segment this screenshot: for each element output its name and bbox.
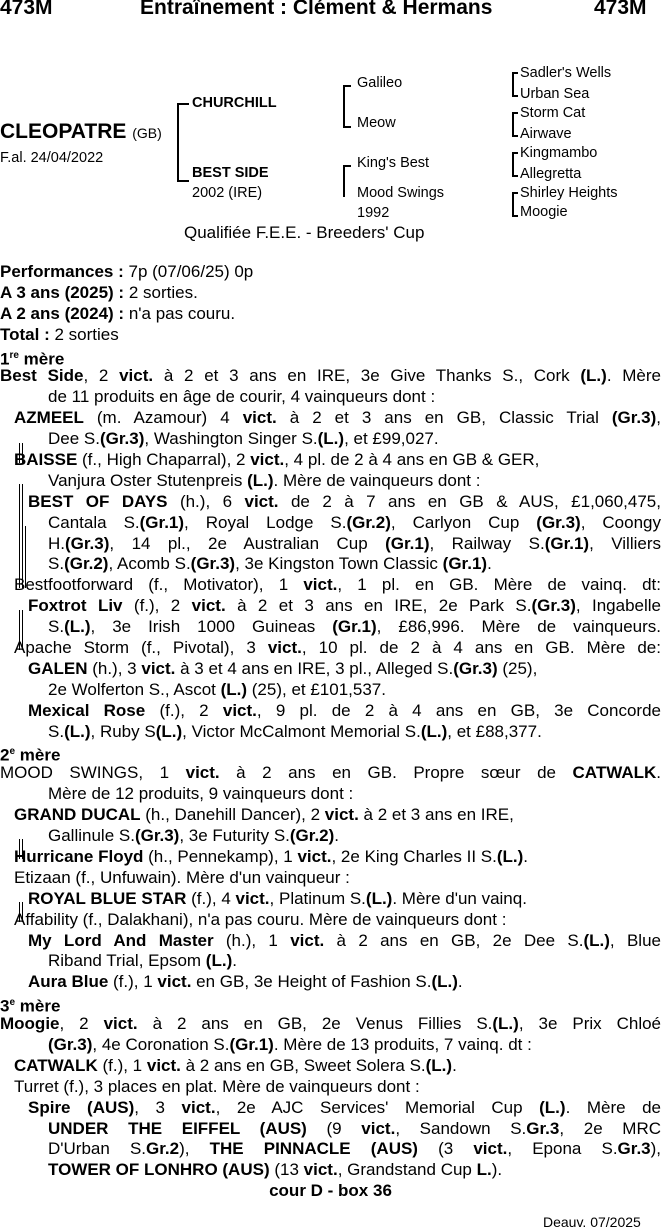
age2-record: A 2 ans (2024) : n'a pas couru.	[0, 303, 236, 323]
dam-dam: Mood Swings	[357, 185, 445, 201]
gen4-ancestor: Allegretta	[520, 166, 582, 182]
family-paragraph: Apache Storm (f., Pivotal), 3 vict., 10 pl. de 2 à 4 ans en GB. Mère de:	[14, 638, 661, 658]
family-paragraph: BAISSE (f., High Chaparral), 2 vict., 4 pl. de 2 à 4 ans en GB & GER,	[14, 450, 540, 470]
family-paragraph: Mexical Rose (f.), 2 vict., 9 pl. de 2 à 4 ans en GB, 3e Concorde	[28, 700, 661, 720]
family-paragraph: GRAND DUCAL (h., Danehill Dancer), 2 vict. à 2 et 3 ans en IRE,	[14, 805, 514, 825]
family-paragraph: Cantala S.(Gr.1), Royal Lodge S.(Gr.2), Carlyon Cup (Gr.3), Coongy	[48, 512, 661, 532]
family-paragraph: Gallinule S.(Gr.3), 3e Futurity S.(Gr.2).	[48, 826, 340, 846]
horse-name: CLEOPATRE	[0, 120, 127, 143]
family-paragraph: Spire (AUS), 3 vict., 2e AJC Services' Memorial Cup (L.). Mère de	[28, 1097, 661, 1117]
family-paragraph: ROYAL BLUE STAR (f.), 4 vict., Platinum S.(L.). Mère d'un vainq.	[28, 888, 527, 908]
gen4-ancestor: Airwave	[520, 126, 572, 142]
performances-line: Performances : 7p (07/06/25) 0p	[0, 262, 254, 281]
family-paragraph: Vanjura Oster Stutenpreis (L.). Mère de vainqueurs dont :	[48, 470, 481, 490]
bracket-line	[512, 152, 518, 154]
family-paragraph: Bestfootforward (f., Motivator), 1 vict., 1 pl. en GB. Mère de vainq. dt:	[14, 575, 661, 595]
bracket-line	[512, 95, 518, 97]
family-paragraph: S.(Gr.2), Acomb S.(Gr.3), 3e Kingston Town Classic (Gr.1).	[48, 554, 492, 574]
family-paragraph: AZMEEL (m. Azamour) 4 vict. à 2 et 3 ans en GB, Classic Trial (Gr.3),	[14, 408, 661, 428]
family-paragraph: Mère de 12 produits, 9 vainqueurs dont :	[48, 784, 354, 804]
family-paragraph: MOOD SWINGS, 1 vict. à 2 ans en GB. Propre sœur de CATWALK.	[0, 763, 661, 783]
bracket-line	[512, 112, 514, 136]
total-record: Total : 2 sorties	[0, 324, 119, 344]
bracket-line	[512, 72, 518, 74]
bracket-line	[343, 165, 351, 167]
family-paragraph: Aura Blue (f.), 1 vict. en GB, 3e Height of Fashion S.(L.).	[28, 972, 463, 992]
family-paragraph: Hurricane Floyd (h., Pennekamp), 1 vict., 2e King Charles II S.(L.).	[14, 846, 529, 866]
age3-record: A 3 ans (2025) : 2 sorties.	[0, 282, 198, 302]
box-location: cour D - box 36	[269, 1181, 392, 1201]
first-dam-heading: 1re mère	[0, 349, 65, 367]
bracket-line	[177, 180, 189, 182]
family-paragraph: Dee S.(Gr.3), Washington Singer S.(L.), et £99,027.	[48, 429, 439, 449]
bracket-line	[512, 175, 518, 177]
page-title: Entraînement : Clément & Hermans	[140, 0, 493, 19]
bracket-line	[343, 85, 345, 127]
sire-name: CHURCHILL	[192, 95, 277, 111]
horse-origin: (GB)	[132, 125, 162, 141]
qualification-note: Qualifiée F.E.E. - Breeders' Cup	[184, 223, 425, 242]
bracket-line	[343, 85, 351, 87]
third-dam-heading: 3e mère	[0, 996, 61, 1015]
dam-dam-year: 1992	[357, 205, 390, 221]
family-paragraph: H.(Gr.3), 14 pl., 2e Australian Cup (Gr.1), Railway S.(Gr.1), Villiers	[48, 533, 661, 553]
family-paragraph: (Gr.3), 4e Coronation S.(Gr.1). Mère de 13 produits, 7 vainq. dt :	[48, 1034, 532, 1054]
family-paragraph: Moogie, 2 vict. à 2 ans en GB, 2e Venus Fillies S.(L.), 3e Prix Chloé	[0, 1014, 661, 1034]
bracket-line	[512, 135, 518, 137]
family-paragraph: Etizaan (f., Unfuwain). Mère d'un vainqueur :	[14, 867, 350, 887]
family-paragraph: UNDER THE EIFFEL (AUS) (9 vict., Sandown S.Gr.3, 2e MRC	[48, 1118, 661, 1138]
family-paragraph: My Lord And Master (h.), 1 vict. à 2 ans en GB, 2e Dee S.(L.), Blue	[28, 930, 661, 950]
family-paragraph: de 11 produits en âge de courir, 4 vainqueurs dont :	[48, 387, 436, 407]
dam-line-text	[0, 262, 661, 1202]
dam-detail: 2002 (IRE)	[192, 185, 263, 201]
gen4-ancestor: Moogie	[520, 204, 568, 220]
family-paragraph: CATWALK (f.), 1 vict. à 2 ans en GB, Sweet Solera S.(L.).	[14, 1055, 457, 1075]
family-paragraph: Turret (f.), 3 places en plat. Mère de vainqueurs dont :	[14, 1076, 420, 1096]
second-dam-heading: 2e mère	[0, 746, 61, 764]
bracket-line	[343, 165, 345, 197]
bracket-line	[512, 72, 514, 96]
lot-number-left: 473M	[0, 0, 53, 19]
family-paragraph: Riband Trial, Epsom (L.).	[48, 951, 237, 971]
bracket-line	[512, 215, 518, 217]
gen4-ancestor: Urban Sea	[520, 86, 590, 102]
family-paragraph: BEST OF DAYS (h.), 6 vict. de 2 à 7 ans en GB & AUS, £1,060,475,	[28, 491, 661, 511]
family-paragraph: Best Side, 2 vict. à 2 et 3 ans en IRE, 3e Give Thanks S., Cork (L.). Mère	[0, 366, 661, 386]
family-paragraph: Affability (f., Dalakhani), n'a pas couru. Mère de vainqueurs dont :	[14, 909, 507, 929]
family-paragraph: Foxtrot Liv (f.), 2 vict. à 2 et 3 ans en IRE, 2e Park S.(Gr.3), Ingabelle	[28, 596, 661, 616]
family-paragraph: S.(L.), Ruby S(L.), Victor McCalmont Memorial S.(L.), et £88,377.	[48, 721, 542, 741]
horse-details: F.al. 24/04/2022	[0, 150, 104, 166]
sire-sire: Galileo	[357, 75, 403, 91]
bracket-line	[512, 192, 518, 194]
bracket-line	[177, 103, 189, 105]
family-paragraph: 2e Wolferton S., Ascot (L.) (25), et £101,537.	[48, 679, 386, 699]
family-paragraph: D'Urban S.Gr.2), THE PINNACLE (AUS) (3 vict., Epona S.Gr.3),	[48, 1139, 661, 1159]
gen4-ancestor: Storm Cat	[520, 105, 586, 121]
bracket-line	[177, 103, 179, 181]
lot-number-right: 473M	[594, 0, 647, 19]
dam-sire: King's Best	[357, 155, 430, 171]
dam-name: BEST SIDE	[192, 165, 269, 181]
family-paragraph: TOWER OF LONHRO (AUS) (13 vict., Grandstand Cup L.).	[48, 1160, 503, 1180]
bracket-line	[512, 112, 518, 114]
gen4-ancestor: Shirley Heights	[520, 185, 618, 201]
bracket-line	[512, 192, 514, 216]
sire-dam: Meow	[357, 115, 396, 131]
family-paragraph: S.(L.), 3e Irish 1000 Guineas (Gr.1), £86,996. Mère de vainqueurs.	[48, 617, 661, 637]
bracket-line	[343, 126, 351, 128]
catalogue-reference: Deauv. 07/2025	[543, 1214, 641, 1230]
gen4-ancestor: Kingmambo	[520, 145, 598, 161]
bracket-line	[512, 152, 514, 176]
horse-name-line	[0, 120, 162, 144]
gen4-ancestor: Sadler's Wells	[520, 65, 612, 81]
family-paragraph: GALEN (h.), 3 vict. à 3 et 4 ans en IRE, 3 pl., Alleged S.(Gr.3) (25),	[28, 658, 538, 678]
